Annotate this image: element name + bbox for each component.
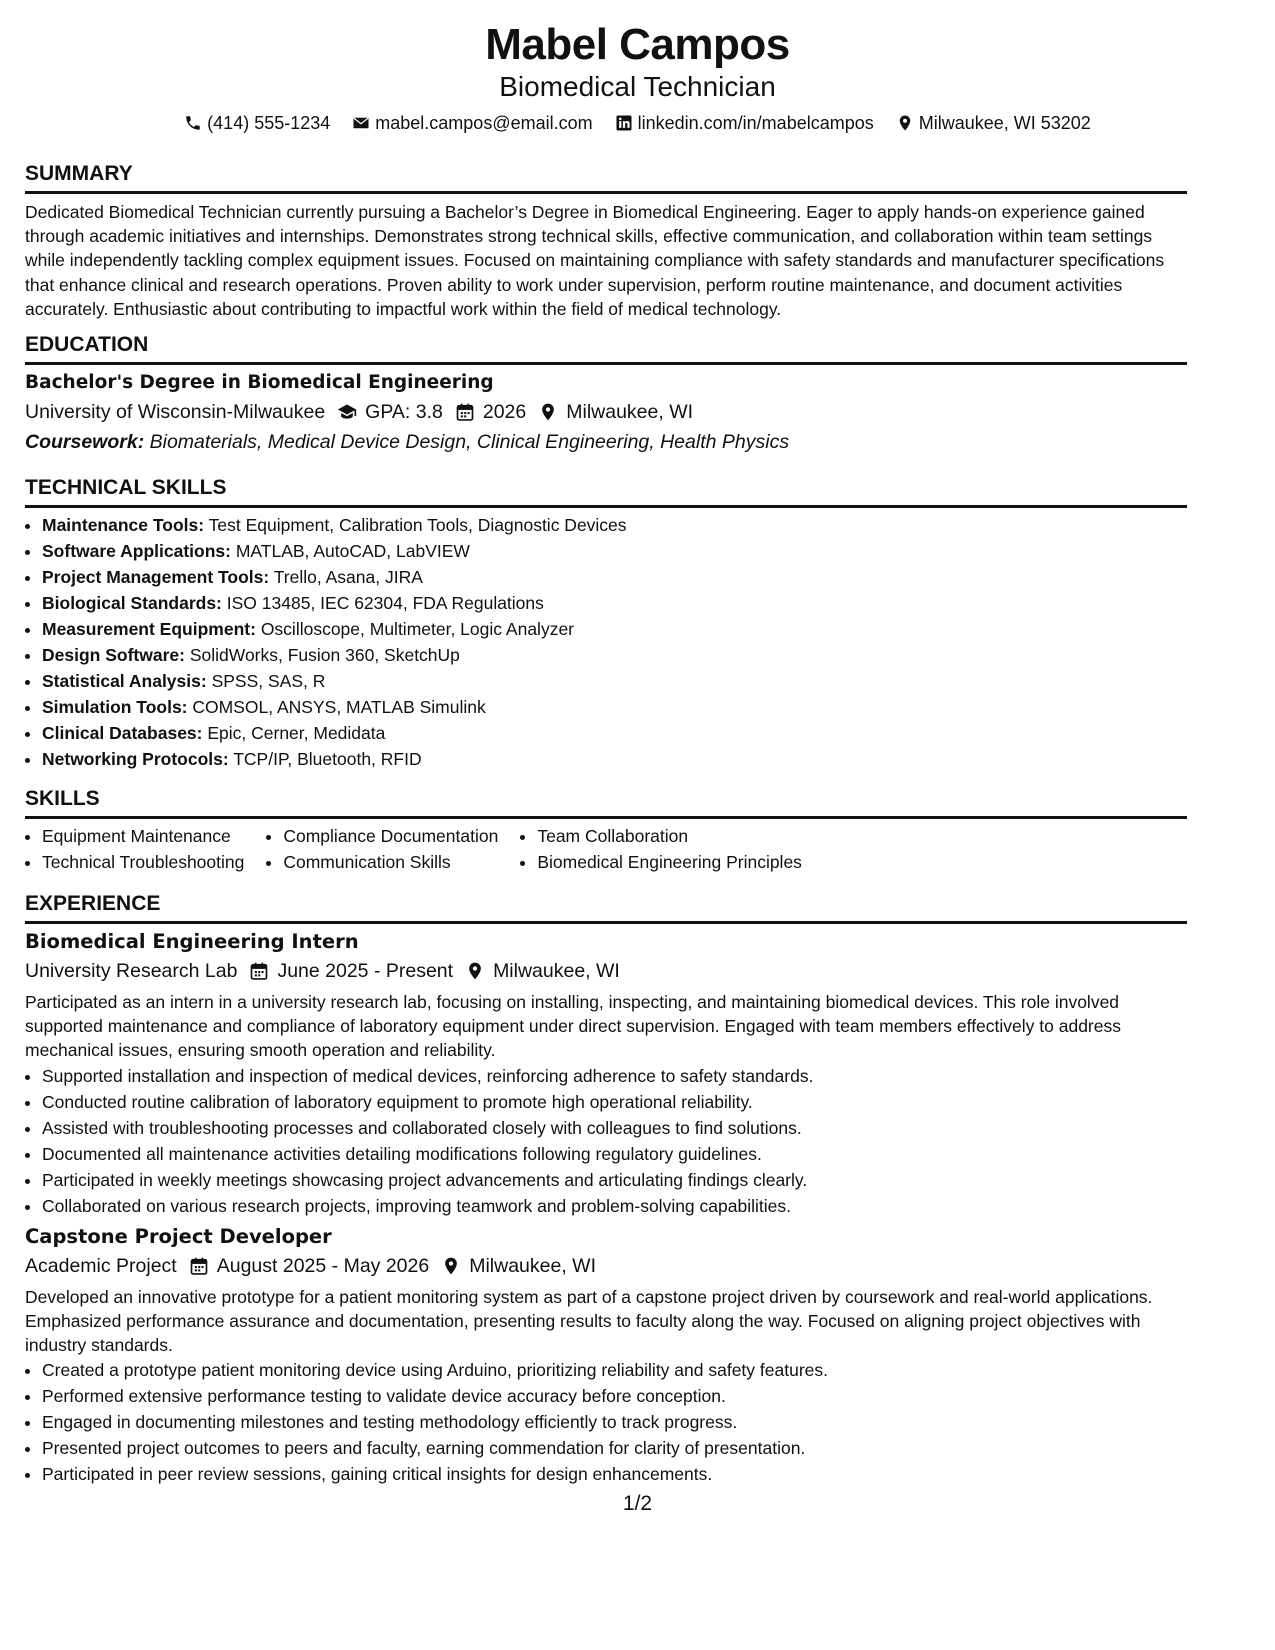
skills-section	[25, 785, 1187, 875]
education-location: Milwaukee, WI	[566, 401, 694, 423]
skills-column	[25, 823, 244, 875]
technical-skills-heading: TECHNICAL SKILLS	[25, 474, 1187, 508]
job-location: Milwaukee, WI	[493, 960, 620, 982]
list-item: • Measurement Equipment: Oscilloscope, Multimeter, Logic Analyzer	[42, 616, 1187, 642]
job-description: Participated as an intern in a university research lab, focusing on installing, inspecting, and maintaining biomedical devices. This role involved supported maintenance and compliance of laboratory equipment under direct supervision. Engaged with team members effectively to address mechanical issues, ensuring smooth operation and reliability.	[25, 992, 1121, 1061]
job-dates: August 2025 - May 2026	[216, 1254, 430, 1277]
list-item: • Participated in peer review sessions, gaining critical insights for design enhancements.	[42, 1461, 1187, 1487]
graduation-year: 2026	[482, 401, 527, 423]
list-item: • Simulation Tools: COMSOL, ANSYS, MATLAB Simulink	[42, 694, 1187, 720]
education-section	[25, 331, 1187, 457]
email-text: mabel.campos@email.com	[375, 113, 593, 133]
resume-header	[25, 20, 1250, 136]
list-item: • Assisted with troubleshooting processes and collaborated closely with colleagues to find solutions.	[42, 1115, 1187, 1141]
job-entry	[25, 1223, 1187, 1488]
phone-text: (414) 555-1234	[207, 113, 331, 133]
contact-bar	[25, 110, 1250, 136]
graduation-cap-icon	[337, 402, 357, 422]
list-item: • Clinical Databases: Epic, Cerner, Medidata	[42, 720, 1187, 746]
job-title: Capstone Project Developer	[25, 1224, 332, 1248]
candidate-title: Biomedical Technician	[499, 71, 776, 102]
location-text: Milwaukee, WI 53202	[918, 113, 1091, 133]
list-item: • Collaborated on various research projects, improving teamwork and problem-solving capabilities.	[42, 1193, 1187, 1219]
job-location: Milwaukee, WI	[469, 1254, 596, 1277]
phone-icon	[184, 114, 202, 132]
skills-column	[520, 823, 802, 875]
list-item: • Project Management Tools: Trello, Asana, JIRA	[42, 564, 1187, 590]
skills-grid	[25, 823, 1187, 875]
resume-page	[25, 20, 1250, 1485]
experience-heading: EXPERIENCE	[25, 890, 1187, 924]
list-item: • Statistical Analysis: SPSS, SAS, R	[42, 668, 1187, 694]
list-item: • Maintenance Tools: Test Equipment, Calibration Tools, Diagnostic Devices	[42, 512, 1187, 538]
skills-heading: SKILLS	[25, 785, 1187, 819]
skills-column	[266, 823, 498, 875]
job-org: University Research Lab	[25, 960, 238, 982]
degree-title: Bachelor's Degree in Biomedical Engineering	[25, 372, 494, 393]
calendar-icon	[455, 402, 475, 422]
list-item: • Design Software: SolidWorks, Fusion 360, SketchUp	[42, 642, 1187, 668]
job-title: Biomedical Engineering Intern	[25, 930, 359, 953]
calendar-icon	[249, 961, 269, 981]
job-org: Academic Project	[25, 1254, 177, 1277]
coursework-line	[25, 427, 1187, 457]
job-meta	[25, 956, 1187, 986]
experience-section	[25, 890, 1187, 1487]
list-item: • Created a prototype patient monitoring device using Arduino, prioritizing reliability and safety features.	[42, 1357, 1187, 1383]
list-item: • Technical Troubleshooting	[42, 849, 244, 875]
page-number: 1/2	[622, 1492, 653, 1515]
list-item: • Conducted routine calibration of laboratory equipment to promote high operational reliability.	[42, 1089, 1187, 1115]
list-item: • Documented all maintenance activities detailing modifications following regulatory guidelines.	[42, 1141, 1187, 1167]
contact-location	[896, 110, 1091, 136]
job-dates: June 2025 - Present	[277, 960, 454, 982]
job-description: Developed an innovative prototype for a patient monitoring system as part of a capstone project driven by coursework and real-world applications. Emphasized performance assurance and documentation, presenting results to faculty along the way. Focused on aligning project objectives with industry standards.	[25, 1286, 1153, 1356]
list-item: • Performed extensive performance testing to validate device accuracy before conception.	[42, 1383, 1187, 1409]
envelope-icon	[352, 114, 370, 132]
education-meta	[25, 397, 1187, 427]
list-item: • Software Applications: MATLAB, AutoCAD, LabVIEW	[42, 538, 1187, 564]
list-item: • Biomedical Engineering Principles	[537, 849, 802, 875]
coursework-label: Coursework:	[25, 431, 145, 453]
summary-heading: SUMMARY	[25, 160, 1187, 194]
summary-text: Dedicated Biomedical Technician currently pursuing a Bachelor’s Degree in Biomedical Engineering. Eager to apply hands-on experience gained through academic initiatives and internships. Demonstrates strong technical skills, effective communication, and collaboration within team settings while independently tackling complex equipment issues. Focused on maintaining compliance with safety standards and manufacturer specifications that enhance clinical and research operations. Proven ability to work under supervision, perform routine maintenance, and document activities accurately. Enthusiastic about contributing to impactful work within the field of medical technology.	[25, 202, 1165, 319]
education-heading: EDUCATION	[25, 331, 1187, 365]
map-pin-icon	[465, 961, 485, 981]
linkedin-icon	[615, 114, 633, 132]
list-item: • Communication Skills	[283, 849, 498, 875]
list-item: • Team Collaboration	[537, 823, 802, 849]
list-item: • Networking Protocols: TCP/IP, Bluetooth, RFID	[42, 746, 1187, 772]
job-bullets	[25, 1063, 1187, 1219]
technical-skills-section	[25, 474, 1187, 772]
list-item: • Presented project outcomes to peers and faculty, earning commendation for clarity of presentation.	[42, 1435, 1187, 1461]
contact-phone[interactable]	[184, 110, 330, 136]
technical-skills-list	[25, 512, 1187, 772]
map-pin-icon	[538, 402, 558, 422]
contact-email[interactable]	[352, 110, 592, 136]
list-item: • Supported installation and inspection of medical devices, reinforcing adherence to safety standards.	[42, 1063, 1187, 1089]
list-item: • Participated in weekly meetings showcasing project advancements and articulating findings clearly.	[42, 1167, 1187, 1193]
job-bullets	[25, 1357, 1187, 1487]
gpa-text: GPA: 3.8	[365, 401, 443, 423]
list-item: • Compliance Documentation	[283, 823, 498, 849]
coursework-list: Biomaterials, Medical Device Design, Clinical Engineering, Health Physics	[149, 431, 790, 453]
list-item: • Engaged in documenting milestones and testing methodology efficiently to track progress.	[42, 1409, 1187, 1435]
list-item: • Biological Standards: ISO 13485, IEC 62304, FDA Regulations	[42, 590, 1187, 616]
map-pin-icon	[896, 114, 914, 132]
list-item: • Equipment Maintenance	[42, 823, 244, 849]
job-entry	[25, 928, 1187, 1219]
contact-linkedin[interactable]	[615, 110, 874, 136]
candidate-name: Mabel Campos	[485, 20, 790, 69]
calendar-icon	[189, 1256, 209, 1276]
linkedin-text: linkedin.com/in/mabelcampos	[637, 113, 874, 133]
school-name: University of Wisconsin-Milwaukee	[25, 401, 326, 423]
map-pin-icon	[441, 1256, 461, 1276]
job-meta	[25, 1251, 1187, 1281]
summary-section	[25, 160, 1187, 321]
